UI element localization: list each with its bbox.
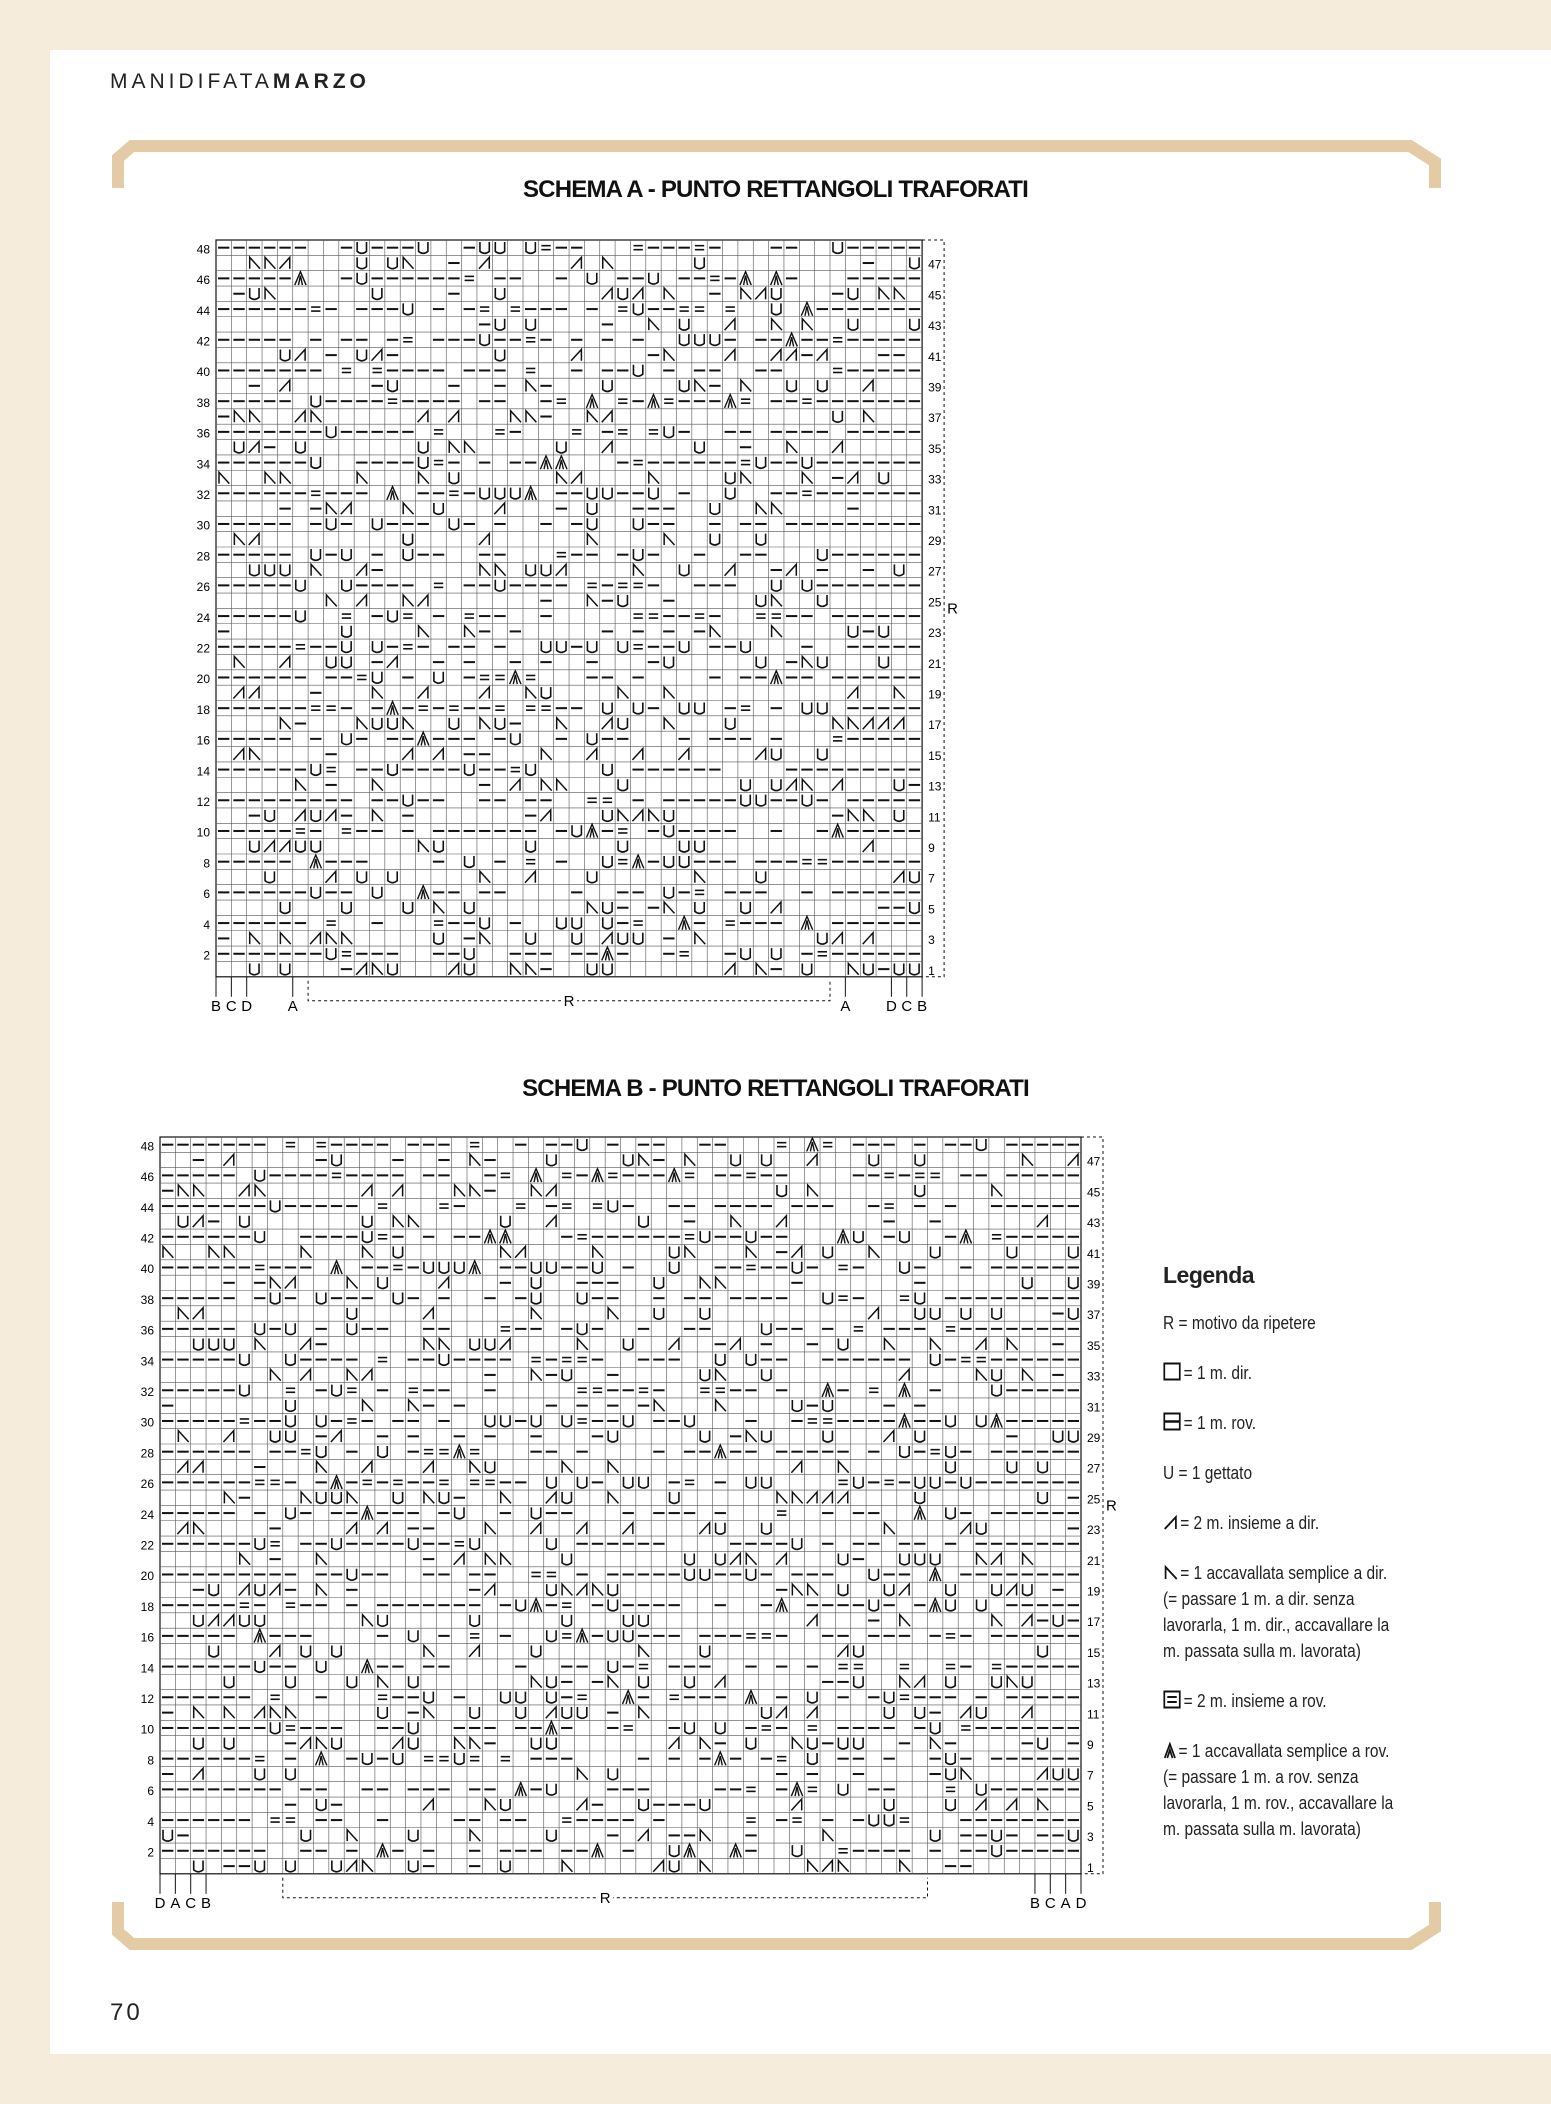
legend-item-repeat <box>1163 1310 1395 1336</box>
row-number-right: 21 <box>928 656 942 671</box>
row-number-left: 4 <box>203 917 210 932</box>
legend-item-p2tog <box>1163 1688 1395 1714</box>
k2tog-icon <box>1163 1514 1178 1532</box>
row-number-right: 39 <box>1087 1277 1101 1292</box>
legend-text-repeat: R = motivo da ripetere <box>1163 1313 1316 1333</box>
legend-text-yarn-over: U = 1 gettato <box>1163 1463 1253 1483</box>
row-number-left: 12 <box>140 1691 154 1706</box>
legend-item-purl-skp <box>1163 1738 1395 1842</box>
legend-title: Legenda <box>1163 1262 1255 1288</box>
row-number-right: 47 <box>1087 1154 1101 1169</box>
row-number-right: 29 <box>1087 1431 1101 1445</box>
row-number-left: 36 <box>140 1323 154 1338</box>
row-number-right: 21 <box>1087 1553 1101 1568</box>
legend-item-knit <box>1163 1360 1395 1386</box>
top-frame-border <box>110 140 1440 180</box>
row-number-left: 34 <box>196 457 210 472</box>
schema-b-chart <box>135 1132 1115 1917</box>
bottom-frame-border <box>110 1900 1440 1940</box>
bottom-marker-label: C <box>901 997 913 1015</box>
row-number-right: 17 <box>1087 1615 1101 1630</box>
row-number-right: 1 <box>1087 1860 1094 1875</box>
row-number-right: 11 <box>1087 1707 1100 1722</box>
row-number-right: 23 <box>928 626 942 641</box>
row-number-right: 15 <box>928 748 942 763</box>
row-number-left: 46 <box>140 1170 154 1185</box>
bottom-marker-label: D <box>241 997 253 1015</box>
chart-grid-group <box>197 240 958 1015</box>
row-number-right: 17 <box>928 718 942 733</box>
row-number-left: 18 <box>196 702 210 717</box>
row-number-left: 30 <box>196 518 210 533</box>
row-number-right: 43 <box>928 319 942 334</box>
row-number-left: 6 <box>203 887 210 902</box>
schema-a-chart <box>190 235 970 1025</box>
row-number-left: 48 <box>140 1139 154 1154</box>
row-number-left: 30 <box>140 1415 154 1430</box>
bottom-marker-label: D <box>1075 1894 1087 1912</box>
row-number-left: 28 <box>140 1446 154 1461</box>
row-number-left: 14 <box>140 1661 154 1676</box>
row-number-right: 27 <box>1087 1461 1101 1476</box>
row-number-left: 32 <box>196 487 210 502</box>
row-number-left: 42 <box>196 334 210 349</box>
row-number-left: 22 <box>196 641 210 656</box>
issue-month: MARZO <box>272 70 370 93</box>
bottom-marker-label: C <box>185 1894 197 1912</box>
chart-grid-group <box>141 1137 1117 1912</box>
row-number-right: 3 <box>928 933 935 948</box>
bottom-marker-label: D <box>154 1894 166 1912</box>
schema-b-title: SCHEMA B - PUNTO RETTANGOLI TRAFORATI <box>522 1075 1029 1102</box>
schema-a-title: SCHEMA A - PUNTO RETTANGOLI TRAFORATI <box>522 176 1029 203</box>
row-number-right: 35 <box>928 441 942 456</box>
row-number-right: 5 <box>1087 1799 1094 1814</box>
row-number-right: 37 <box>1087 1308 1101 1323</box>
row-number-right: 13 <box>928 779 942 794</box>
row-number-left: 20 <box>196 672 210 687</box>
row-number-left: 46 <box>196 273 210 288</box>
row-number-left: 16 <box>140 1630 154 1645</box>
row-number-right: 19 <box>928 687 942 702</box>
row-number-left: 2 <box>203 948 210 963</box>
row-number-right: 9 <box>1087 1738 1094 1752</box>
legend-item-yarn-over <box>1163 1460 1395 1486</box>
bottom-marker-label: D <box>885 997 897 1015</box>
row-number-left: 34 <box>140 1354 154 1369</box>
row-number-left: 44 <box>140 1200 154 1215</box>
row-number-right: 15 <box>1087 1645 1101 1660</box>
row-number-left: 8 <box>147 1753 154 1768</box>
row-number-right: 25 <box>1087 1492 1101 1507</box>
row-number-left: 2 <box>147 1845 154 1860</box>
row-number-right: 23 <box>1087 1523 1101 1538</box>
row-number-right: 39 <box>928 380 942 395</box>
row-number-left: 20 <box>140 1569 154 1584</box>
row-number-left: 4 <box>147 1814 154 1829</box>
purl-icon <box>1163 1412 1182 1432</box>
row-number-left: 24 <box>140 1507 154 1522</box>
repeat-label-bottom: R <box>563 992 575 1010</box>
row-number-right: 43 <box>1087 1216 1101 1231</box>
legend <box>1163 1262 1393 1866</box>
legend-text-purl: = 1 m. rov. <box>1183 1413 1257 1433</box>
row-number-left: 10 <box>196 825 210 840</box>
row-number-left: 26 <box>196 580 210 595</box>
row-number-left: 16 <box>196 733 210 748</box>
row-number-right: 33 <box>1087 1369 1101 1384</box>
row-number-left: 32 <box>140 1384 154 1399</box>
row-number-left: 38 <box>196 395 210 410</box>
row-number-left: 40 <box>140 1262 154 1277</box>
row-number-left: 18 <box>140 1599 154 1614</box>
bottom-marker-label: A <box>170 1894 181 1912</box>
repeat-label-right: R <box>1106 1497 1117 1515</box>
row-number-right: 41 <box>1087 1246 1101 1261</box>
legend-item-skp <box>1163 1560 1395 1664</box>
bottom-marker-label: B <box>917 997 928 1015</box>
bottom-marker-label: A <box>840 997 851 1015</box>
row-number-right: 27 <box>928 564 942 579</box>
legend-text-skp: = 1 accavallata semplice a dir. (= passare 1 m. a dir. senza lavorarla, 1 m. dir., accavallare la m. passata sulla m. lavorata) <box>1163 1563 1390 1661</box>
row-number-right: 19 <box>1087 1584 1101 1599</box>
row-number-right: 31 <box>928 503 942 518</box>
knit-icon <box>1163 1362 1182 1382</box>
page-number: 70 <box>110 1999 143 2026</box>
row-number-left: 26 <box>140 1477 154 1492</box>
row-number-right: 5 <box>928 902 935 917</box>
row-number-left: 8 <box>203 856 210 871</box>
row-number-left: 14 <box>196 764 210 779</box>
row-number-right: 41 <box>928 349 942 364</box>
row-number-left: 38 <box>140 1292 154 1307</box>
row-number-left: 28 <box>196 549 210 564</box>
row-number-right: 37 <box>928 411 942 426</box>
row-number-right: 45 <box>928 288 942 303</box>
legend-item-k2tog <box>1163 1510 1395 1536</box>
magazine-header <box>110 70 370 94</box>
row-number-left: 10 <box>140 1722 154 1737</box>
row-number-right: 35 <box>1087 1338 1101 1353</box>
row-number-right: 33 <box>928 472 942 487</box>
repeat-label-bottom: R <box>599 1889 611 1907</box>
row-number-right: 29 <box>928 534 942 548</box>
row-number-right: 7 <box>928 871 935 886</box>
legend-text-p2tog: = 2 m. insieme a rov. <box>1183 1691 1327 1711</box>
bottom-marker-label: B <box>210 997 222 1015</box>
brand-name: MANIDIFATA <box>110 70 273 93</box>
row-number-left: 22 <box>140 1538 154 1553</box>
row-number-right: 7 <box>1087 1768 1094 1783</box>
bottom-marker-label: A <box>1060 1894 1071 1912</box>
legend-text-k2tog: = 2 m. insieme a dir. <box>1180 1513 1320 1533</box>
row-number-left: 6 <box>147 1784 154 1799</box>
row-number-left: 48 <box>196 242 210 257</box>
bottom-marker-label: A <box>287 997 298 1015</box>
legend-item-purl <box>1163 1410 1395 1436</box>
row-number-right: 45 <box>1087 1185 1101 1200</box>
row-number-left: 36 <box>196 426 210 441</box>
legend-text-knit: = 1 m. dir. <box>1183 1363 1253 1383</box>
purl-skp-icon <box>1163 1742 1177 1760</box>
row-number-right: 1 <box>928 963 935 978</box>
row-number-left: 40 <box>196 365 210 380</box>
row-number-right: 13 <box>1087 1676 1101 1691</box>
row-number-right: 3 <box>1087 1830 1094 1845</box>
skp-icon <box>1163 1564 1178 1582</box>
bottom-marker-label: B <box>1029 1894 1040 1912</box>
legend-text-purl-skp: = 1 accavallata semplice a rov. (= passare 1 m. a rov. senza lavorarla, 1 m. rov., accavallare la m. passata sulla m. lavorata) <box>1163 1741 1394 1839</box>
row-number-left: 44 <box>196 303 210 318</box>
bottom-marker-label: B <box>201 1894 212 1912</box>
row-number-right: 25 <box>928 595 942 610</box>
repeat-label-right: R <box>947 600 958 618</box>
row-number-right: 11 <box>928 810 941 825</box>
row-number-right: 9 <box>928 841 935 855</box>
bottom-marker-label: C <box>1044 1894 1056 1912</box>
row-number-right: 31 <box>1087 1400 1101 1415</box>
row-number-right: 47 <box>928 257 942 272</box>
bottom-marker-label: C <box>225 997 237 1015</box>
row-number-left: 24 <box>196 610 210 625</box>
p2tog-icon <box>1163 1690 1182 1710</box>
row-number-left: 42 <box>140 1231 154 1246</box>
row-number-left: 12 <box>196 794 210 809</box>
